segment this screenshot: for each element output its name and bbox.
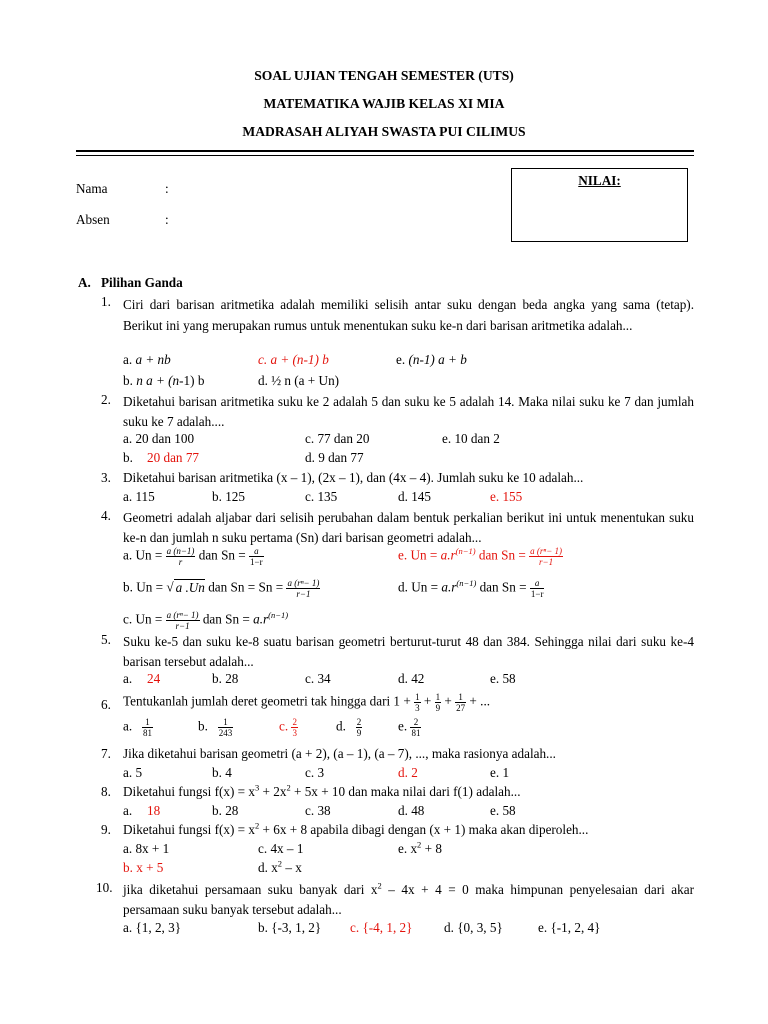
q10-option-c: c. {-4, 1, 2} bbox=[350, 920, 413, 935]
section-title: Pilihan Ganda bbox=[101, 275, 183, 290]
q10-option-a: a. {1, 2, 3} bbox=[123, 920, 182, 935]
q4-option-d: d. $Un = a.r^{(n-1)}$ dan Sn = $\frac{a}{1-r}$ bbox=[398, 578, 544, 599]
q7-option-a: a. 5 bbox=[123, 765, 143, 780]
question-9-number: 9. bbox=[101, 822, 111, 837]
q6-option-a: a. $\frac{1}{81}$ bbox=[123, 717, 153, 738]
q8-option-a: 18 bbox=[147, 803, 161, 818]
q5-option-c: c. 34 bbox=[305, 671, 331, 686]
q8-option-c: c. 38 bbox=[305, 803, 331, 818]
q7-option-b: b. 4 bbox=[212, 765, 232, 780]
nama-label: Nama bbox=[76, 181, 108, 196]
q1-option-a: a. a + nb bbox=[123, 352, 171, 367]
school-name: MADRASAH ALIYAH SWASTA PUI CILIMUS bbox=[242, 124, 526, 139]
question-7-text: Jika diketahui barisan geometri (a + 2), (a – 1), (a – 7), ..., maka rasionya adalah... bbox=[123, 746, 556, 761]
question-6-text: Tentukanlah jumlah deret geometri tak hingga dari 1 + $\frac{1}{3}$ + $\frac{1}{9}$ + $\frac{1}{27}$ + ... bbox=[123, 692, 491, 713]
nama-colon: : bbox=[165, 181, 169, 196]
score-label: NILAI: bbox=[578, 173, 621, 188]
exam-title: SOAL UJIAN TENGAH SEMESTER (UTS) bbox=[254, 68, 514, 83]
q4-option-e: e. $Un = a.r^{(n-1)}$ dan Sn = $\frac{\text{a (rⁿ− 1)}}{r-1}$ bbox=[398, 546, 563, 567]
q4-option-a: a. Un = $\frac{a (n-1)}{r}$ dan Sn = $\frac{a}{1-r}$ bbox=[123, 546, 263, 567]
question-1-text: Ciri dari barisan aritmetika adalah memiliki selisih antar suku dengan beda angka yang sama (tetap). Berikut ini yang merupakan rumus untuk menentukan suku ke-n dari barisan aritmetika adalah... bbox=[123, 297, 694, 333]
q9-option-e: e. $x^2 + 8$ bbox=[398, 839, 442, 856]
question-4-text: Geometri adalah aljabar dari selisih perubahan dalam bentuk perkalian berikut ini untuk menentukan suku ke-n dan jumlah n suku pertama (Sn) dari barisan geometri adalah... bbox=[123, 510, 694, 545]
q1-option-c: c. a + (n-1) b bbox=[258, 352, 329, 367]
q2-option-b: 20 dan 77 bbox=[147, 450, 200, 465]
q1-option-d: d. ½ n (a + Un) bbox=[258, 373, 340, 388]
q3-option-d: d. 145 bbox=[398, 489, 431, 504]
q3-option-e: e. 155 bbox=[490, 489, 523, 504]
q10-option-d: d. {0, 3, 5} bbox=[444, 920, 503, 935]
q6-option-c: c. $\frac{2}{3}$ bbox=[279, 717, 297, 738]
q2-option-c: c. 77 dan 20 bbox=[305, 431, 370, 446]
q10-option-e: e. {-1, 2, 4} bbox=[538, 920, 601, 935]
q7-option-c: c. 3 bbox=[305, 765, 325, 780]
q5-option-d: d. 42 bbox=[398, 671, 425, 686]
question-8-text: Diketahui fungsi $f(x) = x^3 + 2x^2 + 5x + 10$ dan maka nilai dari f(1) adalah... bbox=[123, 782, 521, 799]
question-10-text: jika diketahui persamaan suku banyak dari $x^2 - 4x + 4 = 0$ maka himpunan penyelesaian dari akar persamaan suku banyak tersebut adalah... bbox=[123, 880, 694, 917]
q5-option-a-label: a. bbox=[123, 671, 133, 686]
question-8-number: 8. bbox=[101, 784, 111, 799]
q2-option-e: e. 10 dan 2 bbox=[442, 431, 500, 446]
q7-option-d: d. 2 bbox=[398, 765, 418, 780]
q7-option-e: e. 1 bbox=[490, 765, 510, 780]
header-rule-thick bbox=[76, 150, 694, 152]
q9-option-d: d. $x^2$ – x bbox=[258, 858, 302, 875]
question-4-number: 4. bbox=[101, 508, 111, 523]
question-10-number: 10. bbox=[96, 880, 113, 895]
q3-option-b: b. 125 bbox=[212, 489, 245, 504]
question-2-text: Diketahui barisan aritmetika suku ke 2 adalah 5 dan suku ke 5 adalah 14. Maka nilai suku ke 7 dan jumlah suku ke 7 adalah.... bbox=[123, 394, 694, 429]
q8-option-e: e. 58 bbox=[490, 803, 516, 818]
q6-option-e: e. $\frac{2}{81}$ bbox=[398, 717, 421, 738]
question-5-text: Suku ke-5 dan suku ke-8 suatu barisan geometri berturut-turut 48 dan 384. Sehingga nilai dari suku ke-4 barisan tersebut adalah... bbox=[123, 634, 694, 669]
q8-option-a-label: a. bbox=[123, 803, 133, 818]
q9-option-b: b. x + 5 bbox=[123, 860, 164, 875]
question-2-number: 2. bbox=[101, 392, 111, 407]
q5-option-e: e. 58 bbox=[490, 671, 516, 686]
question-9-text: Diketahui fungsi $f(x) = x^2 + 6x + 8$ apabila dibagi dengan (x + 1) maka akan diperoleh... bbox=[123, 820, 589, 837]
q6-option-b: b. $\frac{1}{243}$ bbox=[198, 717, 233, 738]
q4-option-b: b. Un = √ a .Un dan Sn = Sn = $\frac{\text{a (rⁿ− 1)}}{r-1}$ bbox=[123, 578, 320, 599]
section-letter: A. bbox=[78, 275, 91, 290]
q2-option-a: a. 20 dan 100 bbox=[123, 431, 195, 446]
question-1-number: 1. bbox=[101, 294, 111, 309]
q5-option-a: 24 bbox=[147, 671, 161, 686]
q9-option-c: c. 4x – 1 bbox=[258, 841, 304, 856]
question-5-number: 5. bbox=[101, 632, 111, 647]
absen-label: Absen bbox=[76, 212, 110, 227]
question-6-number: 6. bbox=[101, 697, 111, 712]
question-7-number: 7. bbox=[101, 746, 111, 761]
q1-option-b: b. n a + (n-1) b bbox=[123, 373, 205, 388]
q2-option-d: d. 9 dan 77 bbox=[305, 450, 364, 465]
q10-option-b: b. {-3, 1, 2} bbox=[258, 920, 322, 935]
q3-option-c: c. 135 bbox=[305, 489, 338, 504]
q8-option-b: b. 28 bbox=[212, 803, 239, 818]
q3-option-a: a. 115 bbox=[123, 489, 155, 504]
absen-colon: : bbox=[165, 212, 169, 227]
q9-option-a: a. 8x + 1 bbox=[123, 841, 170, 856]
q5-option-b: b. 28 bbox=[212, 671, 239, 686]
score-box bbox=[511, 168, 688, 242]
q2-option-b-label: b. bbox=[123, 450, 133, 465]
q4-option-c: c. Un = $\frac{\text{a (rⁿ− 1)}}{r-1}$ dan $Sn = a.r^{(n-1)}$ bbox=[123, 610, 289, 631]
q6-option-d: d. $\frac{2}{9}$ bbox=[336, 717, 362, 738]
question-3-text: Diketahui barisan aritmetika (x – 1), (2x – 1), dan (4x – 4). Jumlah suku ke 10 adalah... bbox=[123, 470, 584, 485]
question-3-number: 3. bbox=[101, 470, 111, 485]
q8-option-d: d. 48 bbox=[398, 803, 425, 818]
subject-title: MATEMATIKA WAJIB KELAS XI MIA bbox=[263, 96, 505, 111]
q1-option-e: e. (n-1) a + b bbox=[396, 352, 467, 367]
header-rule-thin bbox=[76, 155, 694, 156]
